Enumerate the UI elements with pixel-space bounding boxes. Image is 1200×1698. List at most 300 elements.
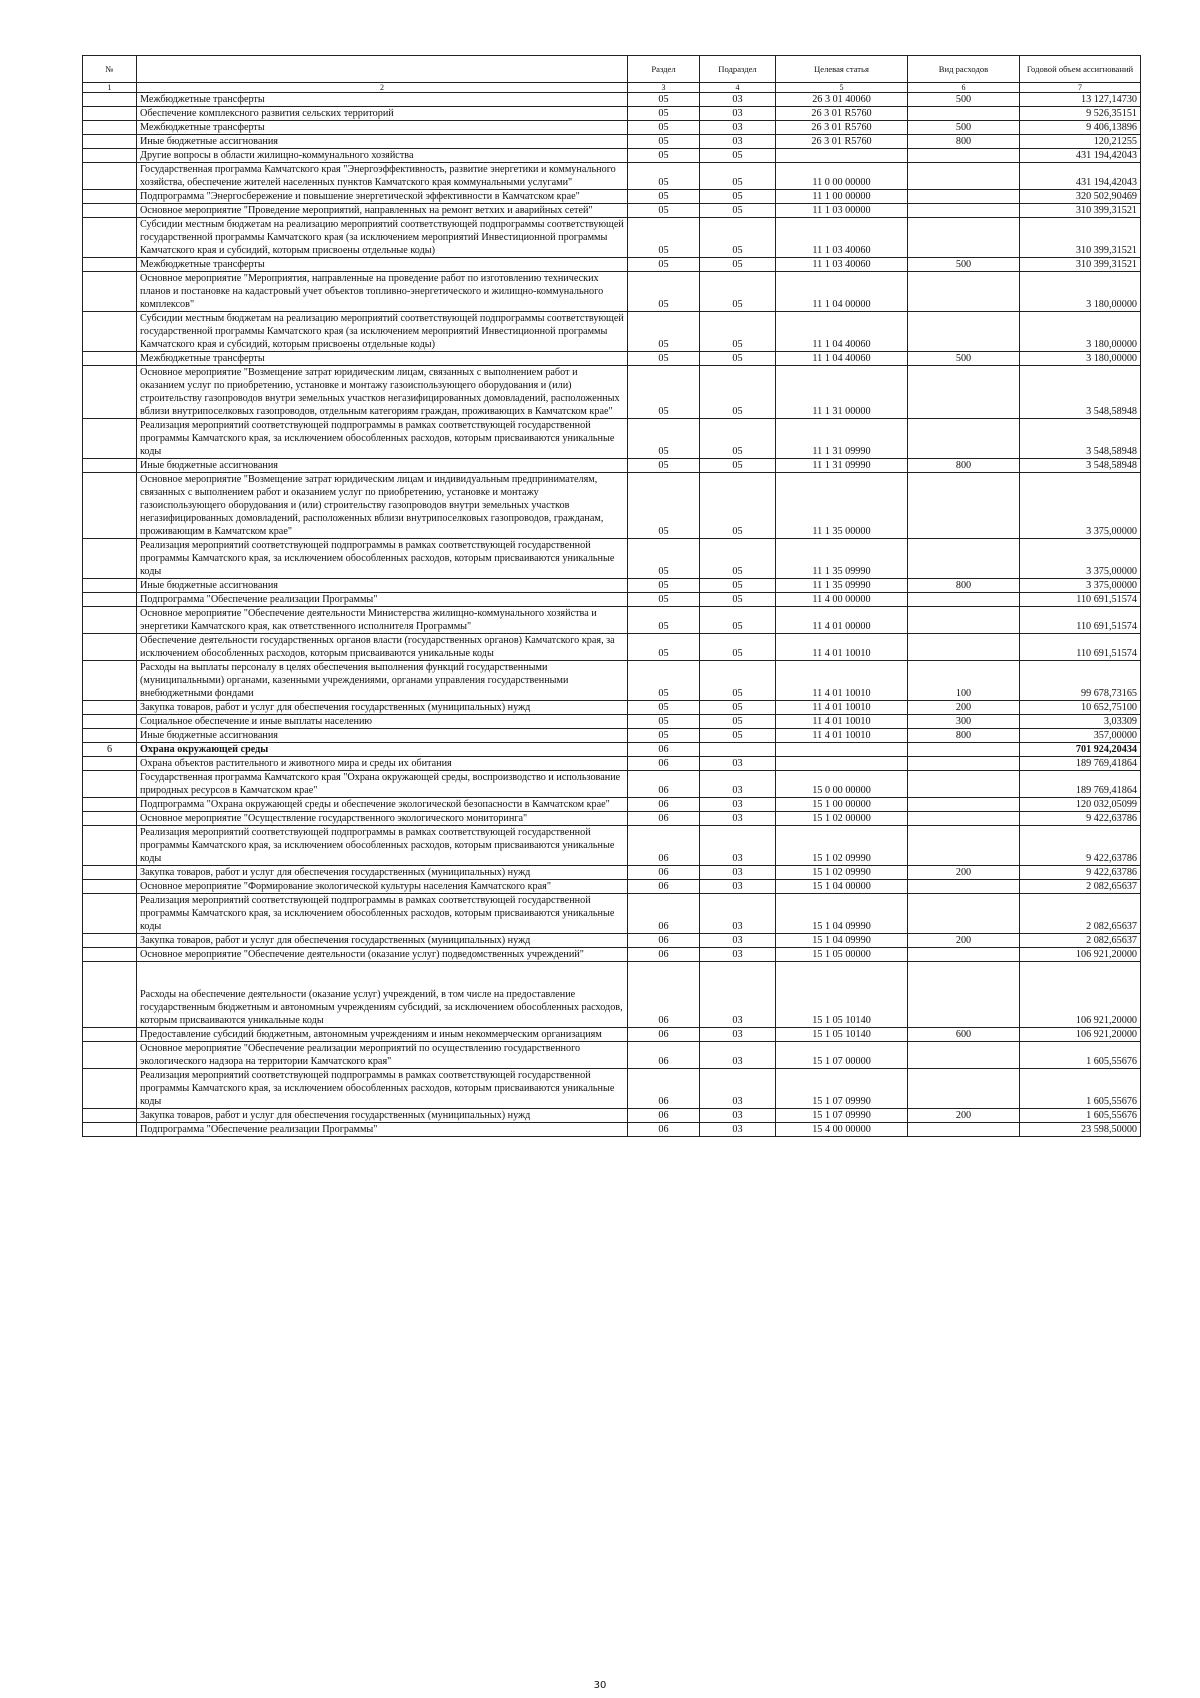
table-header [83, 56, 1141, 93]
row-razdel: 05 [628, 352, 700, 366]
row-name: Охрана окружающей среды [137, 743, 628, 757]
row-expense-type: 200 [908, 701, 1020, 715]
row-number [83, 312, 137, 352]
row-podrazdel: 05 [700, 204, 776, 218]
table-row [83, 366, 1141, 419]
row-target-article: 15 1 04 00000 [776, 880, 908, 894]
row-number: 6 [83, 743, 137, 757]
header-podrazdel: Подраздел [700, 56, 776, 83]
row-target-article: 11 1 03 40060 [776, 218, 908, 258]
row-number [83, 701, 137, 715]
row-amount: 3,03309 [1020, 715, 1141, 729]
row-number [83, 579, 137, 593]
row-amount: 3 548,58948 [1020, 459, 1141, 473]
row-name: Охрана объектов растительного и животного мира и среды их обитания [137, 757, 628, 771]
row-name: Подпрограмма "Охрана окружающей среды и обеспечение экологической безопасности в Камчатском крае" [137, 798, 628, 812]
row-number [83, 258, 137, 272]
row-amount: 9 422,63786 [1020, 826, 1141, 866]
row-number [83, 948, 137, 962]
header-annual-amount: Годовой объем ассигнований [1020, 56, 1141, 83]
budget-table-sheet [82, 55, 1140, 1137]
row-podrazdel: 05 [700, 272, 776, 312]
row-number [83, 473, 137, 539]
table-row [83, 866, 1141, 880]
table-row [83, 352, 1141, 366]
header-index: 4 [700, 83, 776, 93]
row-razdel: 06 [628, 757, 700, 771]
row-razdel: 05 [628, 190, 700, 204]
row-razdel: 05 [628, 366, 700, 419]
row-expense-type: 200 [908, 866, 1020, 880]
row-name: Основное мероприятие "Мероприятия, направленные на проведение работ по изготовлению технических планов и постановке на кадастровый учет объектов топливно-энергетического и жилищно-коммунального комплексов" [137, 272, 628, 312]
row-expense-type: 500 [908, 258, 1020, 272]
row-amount: 3 375,00000 [1020, 473, 1141, 539]
row-razdel: 06 [628, 880, 700, 894]
row-razdel: 05 [628, 607, 700, 634]
row-razdel: 05 [628, 218, 700, 258]
row-target-article: 26 3 01 R5760 [776, 121, 908, 135]
row-target-article: 15 4 00 00000 [776, 1123, 908, 1137]
row-podrazdel: 05 [700, 634, 776, 661]
row-amount: 2 082,65637 [1020, 934, 1141, 948]
header-index: 2 [137, 83, 628, 93]
row-expense-type [908, 812, 1020, 826]
row-razdel: 05 [628, 149, 700, 163]
row-podrazdel: 03 [700, 1123, 776, 1137]
row-razdel: 06 [628, 1069, 700, 1109]
row-podrazdel: 05 [700, 258, 776, 272]
row-razdel: 06 [628, 948, 700, 962]
table-row [83, 771, 1141, 798]
row-razdel: 05 [628, 135, 700, 149]
row-number [83, 894, 137, 934]
row-razdel: 05 [628, 258, 700, 272]
row-expense-type [908, 107, 1020, 121]
table-row [83, 107, 1141, 121]
row-podrazdel: 05 [700, 473, 776, 539]
row-amount: 310 399,31521 [1020, 258, 1141, 272]
row-target-article: 11 4 00 00000 [776, 593, 908, 607]
row-expense-type: 500 [908, 93, 1020, 107]
row-podrazdel: 03 [700, 135, 776, 149]
row-podrazdel: 05 [700, 593, 776, 607]
table-row [83, 149, 1141, 163]
row-name: Основное мероприятие "Формирование экологической культуры населения Камчатского края" [137, 880, 628, 894]
row-number [83, 634, 137, 661]
row-name: Межбюджетные трансферты [137, 258, 628, 272]
row-razdel: 06 [628, 962, 700, 1028]
header-index: 7 [1020, 83, 1141, 93]
row-podrazdel: 03 [700, 812, 776, 826]
table-row [83, 729, 1141, 743]
row-expense-type [908, 366, 1020, 419]
row-target-article: 11 1 31 09990 [776, 459, 908, 473]
row-target-article: 11 1 03 40060 [776, 258, 908, 272]
row-target-article: 11 1 31 09990 [776, 419, 908, 459]
row-razdel: 05 [628, 539, 700, 579]
row-razdel: 05 [628, 204, 700, 218]
row-target-article: 11 4 01 10010 [776, 701, 908, 715]
row-name: Межбюджетные трансферты [137, 121, 628, 135]
row-razdel: 06 [628, 1042, 700, 1069]
row-razdel: 06 [628, 771, 700, 798]
row-amount: 3 180,00000 [1020, 272, 1141, 312]
row-razdel: 05 [628, 634, 700, 661]
row-expense-type [908, 743, 1020, 757]
table-row [83, 661, 1141, 701]
table-row [83, 894, 1141, 934]
table-row [83, 757, 1141, 771]
row-number [83, 204, 137, 218]
table-row [83, 163, 1141, 190]
row-expense-type [908, 272, 1020, 312]
row-expense-type [908, 1042, 1020, 1069]
row-podrazdel: 03 [700, 962, 776, 1028]
row-expense-type: 500 [908, 121, 1020, 135]
row-number [83, 459, 137, 473]
header-index-row [83, 83, 1141, 93]
table-row [83, 826, 1141, 866]
row-number [83, 93, 137, 107]
row-name: Межбюджетные трансферты [137, 352, 628, 366]
row-target-article: 11 0 00 00000 [776, 163, 908, 190]
row-name: Закупка товаров, работ и услуг для обеспечения государственных (муниципальных) нужд [137, 701, 628, 715]
row-name: Основное мероприятие "Возмещение затрат юридическим лицам, связанных с выполнением работ и оказанием услуг по приобретению, установке и монтажу газоиспользующего оборудования и (или) строительству газопроводов внутри земельных участков негазифицированных домовладений, расположенных вблизи внутрипоселковых газопроводов, отдельным категориям граждан, проживающих в Камчатском крае" [137, 366, 628, 419]
row-name: Закупка товаров, работ и услуг для обеспечения государственных (муниципальных) нужд [137, 934, 628, 948]
row-amount: 3 180,00000 [1020, 312, 1141, 352]
row-target-article [776, 757, 908, 771]
row-expense-type [908, 771, 1020, 798]
row-target-article: 11 1 35 00000 [776, 473, 908, 539]
row-number [83, 798, 137, 812]
table-row [83, 1123, 1141, 1137]
row-number [83, 757, 137, 771]
row-podrazdel: 03 [700, 826, 776, 866]
row-number [83, 163, 137, 190]
table-row [83, 218, 1141, 258]
row-podrazdel: 03 [700, 894, 776, 934]
row-number [83, 1109, 137, 1123]
row-number [83, 962, 137, 1028]
row-amount: 110 691,51574 [1020, 593, 1141, 607]
row-razdel: 06 [628, 812, 700, 826]
row-expense-type [908, 593, 1020, 607]
row-number [83, 607, 137, 634]
row-name: Государственная программа Камчатского края "Энергоэффективность, развитие энергетики и коммунального хозяйства, обеспечение жителей населенных пунктов Камчатского края коммунальными услугами" [137, 163, 628, 190]
row-amount: 3 180,00000 [1020, 352, 1141, 366]
row-target-article: 15 1 07 09990 [776, 1109, 908, 1123]
row-razdel: 06 [628, 798, 700, 812]
row-podrazdel: 03 [700, 1028, 776, 1042]
row-amount: 23 598,50000 [1020, 1123, 1141, 1137]
row-target-article [776, 743, 908, 757]
row-razdel: 06 [628, 1028, 700, 1042]
row-razdel: 06 [628, 1123, 700, 1137]
table-row [83, 459, 1141, 473]
row-name: Основное мероприятие "Обеспечение деятельности (оказание услуг) подведомственных учреждений" [137, 948, 628, 962]
table-row [83, 419, 1141, 459]
row-amount: 3 548,58948 [1020, 366, 1141, 419]
row-target-article: 26 3 01 R5760 [776, 107, 908, 121]
row-name: Подпрограмма "Энергосбережение и повышение энергетической эффективности в Камчатском крае" [137, 190, 628, 204]
row-podrazdel: 05 [700, 312, 776, 352]
row-amount: 357,00000 [1020, 729, 1141, 743]
row-name: Основное мероприятие "Обеспечение деятельности Министерства жилищно-коммунального хозяйства и энергетики Камчатского края, как ответственного исполнителя Программы" [137, 607, 628, 634]
row-number [83, 366, 137, 419]
table-row [83, 715, 1141, 729]
row-razdel: 05 [628, 473, 700, 539]
row-expense-type [908, 1069, 1020, 1109]
row-expense-type [908, 607, 1020, 634]
row-amount: 9 526,35151 [1020, 107, 1141, 121]
row-podrazdel: 05 [700, 459, 776, 473]
row-target-article: 15 1 00 00000 [776, 798, 908, 812]
row-expense-type [908, 204, 1020, 218]
row-number [83, 352, 137, 366]
row-podrazdel: 05 [700, 366, 776, 419]
row-name: Социальное обеспечение и иные выплаты населению [137, 715, 628, 729]
row-target-article: 15 1 02 00000 [776, 812, 908, 826]
row-name: Подпрограмма "Обеспечение реализации Программы" [137, 1123, 628, 1137]
table-row [83, 812, 1141, 826]
row-number [83, 826, 137, 866]
row-expense-type: 200 [908, 934, 1020, 948]
row-number [83, 272, 137, 312]
table-row [83, 593, 1141, 607]
row-podrazdel: 03 [700, 1109, 776, 1123]
table-row [83, 539, 1141, 579]
page-number: 30 [593, 1680, 607, 1691]
row-number [83, 1042, 137, 1069]
row-name: Основное мероприятие "Возмещение затрат юридическим лицам и индивидуальным предпринимателям, связанных с выполнением работ и оказанием услуг по приобретению, установке и монтажу газоиспользующего оборудования и (или) строительству газопроводов внутри земельных участков негазифицированных домовладений, расположенных вблизи внутрипоселковых газопроводов, гражданам, проживающим в Камчатском крае" [137, 473, 628, 539]
row-target-article: 11 4 01 10010 [776, 729, 908, 743]
row-podrazdel: 05 [700, 579, 776, 593]
row-expense-type: 300 [908, 715, 1020, 729]
row-target-article: 11 4 01 10010 [776, 661, 908, 701]
row-target-article: 15 1 04 09990 [776, 894, 908, 934]
row-number [83, 729, 137, 743]
row-target-article: 15 1 07 00000 [776, 1042, 908, 1069]
row-expense-type [908, 894, 1020, 934]
row-name: Другие вопросы в области жилищно-коммунального хозяйства [137, 149, 628, 163]
row-amount: 106 921,20000 [1020, 962, 1141, 1028]
table-row [83, 962, 1141, 1028]
row-amount: 106 921,20000 [1020, 1028, 1141, 1042]
row-target-article: 15 1 07 09990 [776, 1069, 908, 1109]
row-target-article: 11 1 04 40060 [776, 352, 908, 366]
row-amount: 1 605,55676 [1020, 1109, 1141, 1123]
row-expense-type [908, 163, 1020, 190]
header-razdel: Раздел [628, 56, 700, 83]
row-number [83, 1069, 137, 1109]
row-razdel: 05 [628, 701, 700, 715]
row-razdel: 06 [628, 743, 700, 757]
row-podrazdel: 05 [700, 729, 776, 743]
row-expense-type [908, 218, 1020, 258]
row-amount: 189 769,41864 [1020, 771, 1141, 798]
row-podrazdel: 05 [700, 715, 776, 729]
row-number [83, 812, 137, 826]
row-expense-type [908, 880, 1020, 894]
row-name: Субсидии местным бюджетам на реализацию мероприятий соответствующей подпрограммы соответствующей государственной программы Камчатского края (за исключением мероприятий Инвестиционной программы Камчатского края и субсидий, которым присвоены отдельные коды) [137, 312, 628, 352]
row-target-article: 11 1 04 00000 [776, 272, 908, 312]
row-razdel: 05 [628, 93, 700, 107]
row-amount: 120,21255 [1020, 135, 1141, 149]
row-razdel: 05 [628, 107, 700, 121]
row-target-article: 15 1 02 09990 [776, 826, 908, 866]
row-amount: 3 548,58948 [1020, 419, 1141, 459]
row-expense-type: 800 [908, 579, 1020, 593]
row-number [83, 866, 137, 880]
row-expense-type: 600 [908, 1028, 1020, 1042]
row-razdel: 06 [628, 866, 700, 880]
row-name: Иные бюджетные ассигнования [137, 579, 628, 593]
table-row [83, 121, 1141, 135]
row-podrazdel: 05 [700, 149, 776, 163]
row-expense-type: 500 [908, 352, 1020, 366]
row-podrazdel: 05 [700, 419, 776, 459]
header-name [137, 56, 628, 83]
row-razdel: 05 [628, 459, 700, 473]
row-number [83, 218, 137, 258]
row-podrazdel: 05 [700, 163, 776, 190]
row-amount: 13 127,14730 [1020, 93, 1141, 107]
table-row [83, 1109, 1141, 1123]
row-expense-type [908, 1123, 1020, 1137]
table-row [83, 135, 1141, 149]
row-expense-type [908, 539, 1020, 579]
table-row [83, 798, 1141, 812]
row-razdel: 06 [628, 1109, 700, 1123]
row-name: Иные бюджетные ассигнования [137, 135, 628, 149]
row-number [83, 771, 137, 798]
row-number [83, 149, 137, 163]
row-name: Предоставление субсидий бюджетным, автономным учреждениям и иным некоммерческим организациям [137, 1028, 628, 1042]
row-name: Реализация мероприятий соответствующей подпрограммы в рамках соответствующей государственной программы Камчатского края, за исключением обособленных расходов, которым присваиваются уникальные коды [137, 894, 628, 934]
row-number [83, 419, 137, 459]
row-razdel: 05 [628, 593, 700, 607]
row-name: Обеспечение комплексного развития сельских территорий [137, 107, 628, 121]
row-amount: 99 678,73165 [1020, 661, 1141, 701]
row-expense-type [908, 962, 1020, 1028]
header-index: 6 [908, 83, 1020, 93]
row-razdel: 05 [628, 419, 700, 459]
row-podrazdel: 05 [700, 607, 776, 634]
row-number [83, 135, 137, 149]
row-target-article: 11 1 35 09990 [776, 579, 908, 593]
row-target-article: 15 1 02 09990 [776, 866, 908, 880]
row-razdel: 05 [628, 715, 700, 729]
row-podrazdel: 05 [700, 352, 776, 366]
row-name: Реализация мероприятий соответствующей подпрограммы в рамках соответствующей государственной программы Камчатского края, за исключением обособленных расходов, которым присваиваются уникальные коды [137, 1069, 628, 1109]
row-podrazdel: 05 [700, 661, 776, 701]
row-amount: 9 422,63786 [1020, 866, 1141, 880]
row-amount: 189 769,41864 [1020, 757, 1141, 771]
row-target-article: 11 1 04 40060 [776, 312, 908, 352]
row-expense-type: 200 [908, 1109, 1020, 1123]
row-podrazdel: 03 [700, 93, 776, 107]
row-target-article: 15 1 05 00000 [776, 948, 908, 962]
row-razdel: 06 [628, 826, 700, 866]
row-razdel: 05 [628, 661, 700, 701]
row-name: Закупка товаров, работ и услуг для обеспечения государственных (муниципальных) нужд [137, 866, 628, 880]
row-target-article: 26 3 01 40060 [776, 93, 908, 107]
table-row [83, 1042, 1141, 1069]
header-num: № [83, 56, 137, 83]
row-name: Иные бюджетные ассигнования [137, 459, 628, 473]
row-target-article: 11 1 35 09990 [776, 539, 908, 579]
row-amount: 120 032,05099 [1020, 798, 1141, 812]
row-name: Основное мероприятие "Обеспечение реализации мероприятий по осуществлению государственного экологического надзора на территории Камчатского края" [137, 1042, 628, 1069]
row-number [83, 121, 137, 135]
row-number [83, 1123, 137, 1137]
row-target-article: 11 1 00 00000 [776, 190, 908, 204]
row-podrazdel: 03 [700, 948, 776, 962]
row-amount: 3 375,00000 [1020, 579, 1141, 593]
row-name: Основное мероприятие "Проведение мероприятий, направленных на ремонт ветхих и аварийных сетей" [137, 204, 628, 218]
row-amount: 701 924,20434 [1020, 743, 1141, 757]
table-row [83, 948, 1141, 962]
row-expense-type [908, 948, 1020, 962]
row-podrazdel: 03 [700, 880, 776, 894]
row-name: Расходы на обеспечение деятельности (оказание услуг) учреждений, в том числе на предоставление государственным бюджетным и автономным учреждениям субсидий, за исключением обособленных расходов, которым присваиваются уникальные коды [137, 962, 628, 1028]
row-number [83, 593, 137, 607]
row-amount: 110 691,51574 [1020, 634, 1141, 661]
row-name: Реализация мероприятий соответствующей подпрограммы в рамках соответствующей государственной программы Камчатского края, за исключением обособленных расходов, которым присваиваются уникальные коды [137, 419, 628, 459]
row-number [83, 107, 137, 121]
row-podrazdel: 03 [700, 934, 776, 948]
row-target-article: 11 1 03 00000 [776, 204, 908, 218]
row-expense-type: 800 [908, 729, 1020, 743]
row-podrazdel: 03 [700, 107, 776, 121]
table-row [83, 204, 1141, 218]
row-target-article [776, 149, 908, 163]
row-podrazdel: 03 [700, 1042, 776, 1069]
row-podrazdel: 05 [700, 701, 776, 715]
row-amount: 106 921,20000 [1020, 948, 1141, 962]
row-amount: 320 502,90469 [1020, 190, 1141, 204]
row-expense-type [908, 149, 1020, 163]
row-razdel: 06 [628, 894, 700, 934]
row-podrazdel [700, 743, 776, 757]
row-target-article: 11 4 01 10010 [776, 634, 908, 661]
header-target-article: Целевая статья [776, 56, 908, 83]
row-expense-type [908, 757, 1020, 771]
row-number [83, 539, 137, 579]
row-name: Межбюджетные трансферты [137, 93, 628, 107]
row-amount: 431 194,42043 [1020, 163, 1141, 190]
row-expense-type [908, 473, 1020, 539]
header-index: 3 [628, 83, 700, 93]
row-amount: 310 399,31521 [1020, 218, 1141, 258]
row-expense-type [908, 798, 1020, 812]
row-name: Основное мероприятие "Осуществление государственного экологического мониторинга" [137, 812, 628, 826]
row-number [83, 661, 137, 701]
row-expense-type [908, 419, 1020, 459]
row-razdel: 05 [628, 312, 700, 352]
row-razdel: 06 [628, 934, 700, 948]
row-amount: 431 194,42043 [1020, 149, 1141, 163]
row-expense-type: 800 [908, 135, 1020, 149]
table-row [83, 1028, 1141, 1042]
row-name: Реализация мероприятий соответствующей подпрограммы в рамках соответствующей государственной программы Камчатского края, за исключением обособленных расходов, которым присваиваются уникальные коды [137, 539, 628, 579]
row-name: Иные бюджетные ассигнования [137, 729, 628, 743]
row-target-article: 11 1 31 00000 [776, 366, 908, 419]
header-expense-type: Вид расходов [908, 56, 1020, 83]
row-expense-type [908, 190, 1020, 204]
table-row [83, 258, 1141, 272]
row-razdel: 05 [628, 163, 700, 190]
